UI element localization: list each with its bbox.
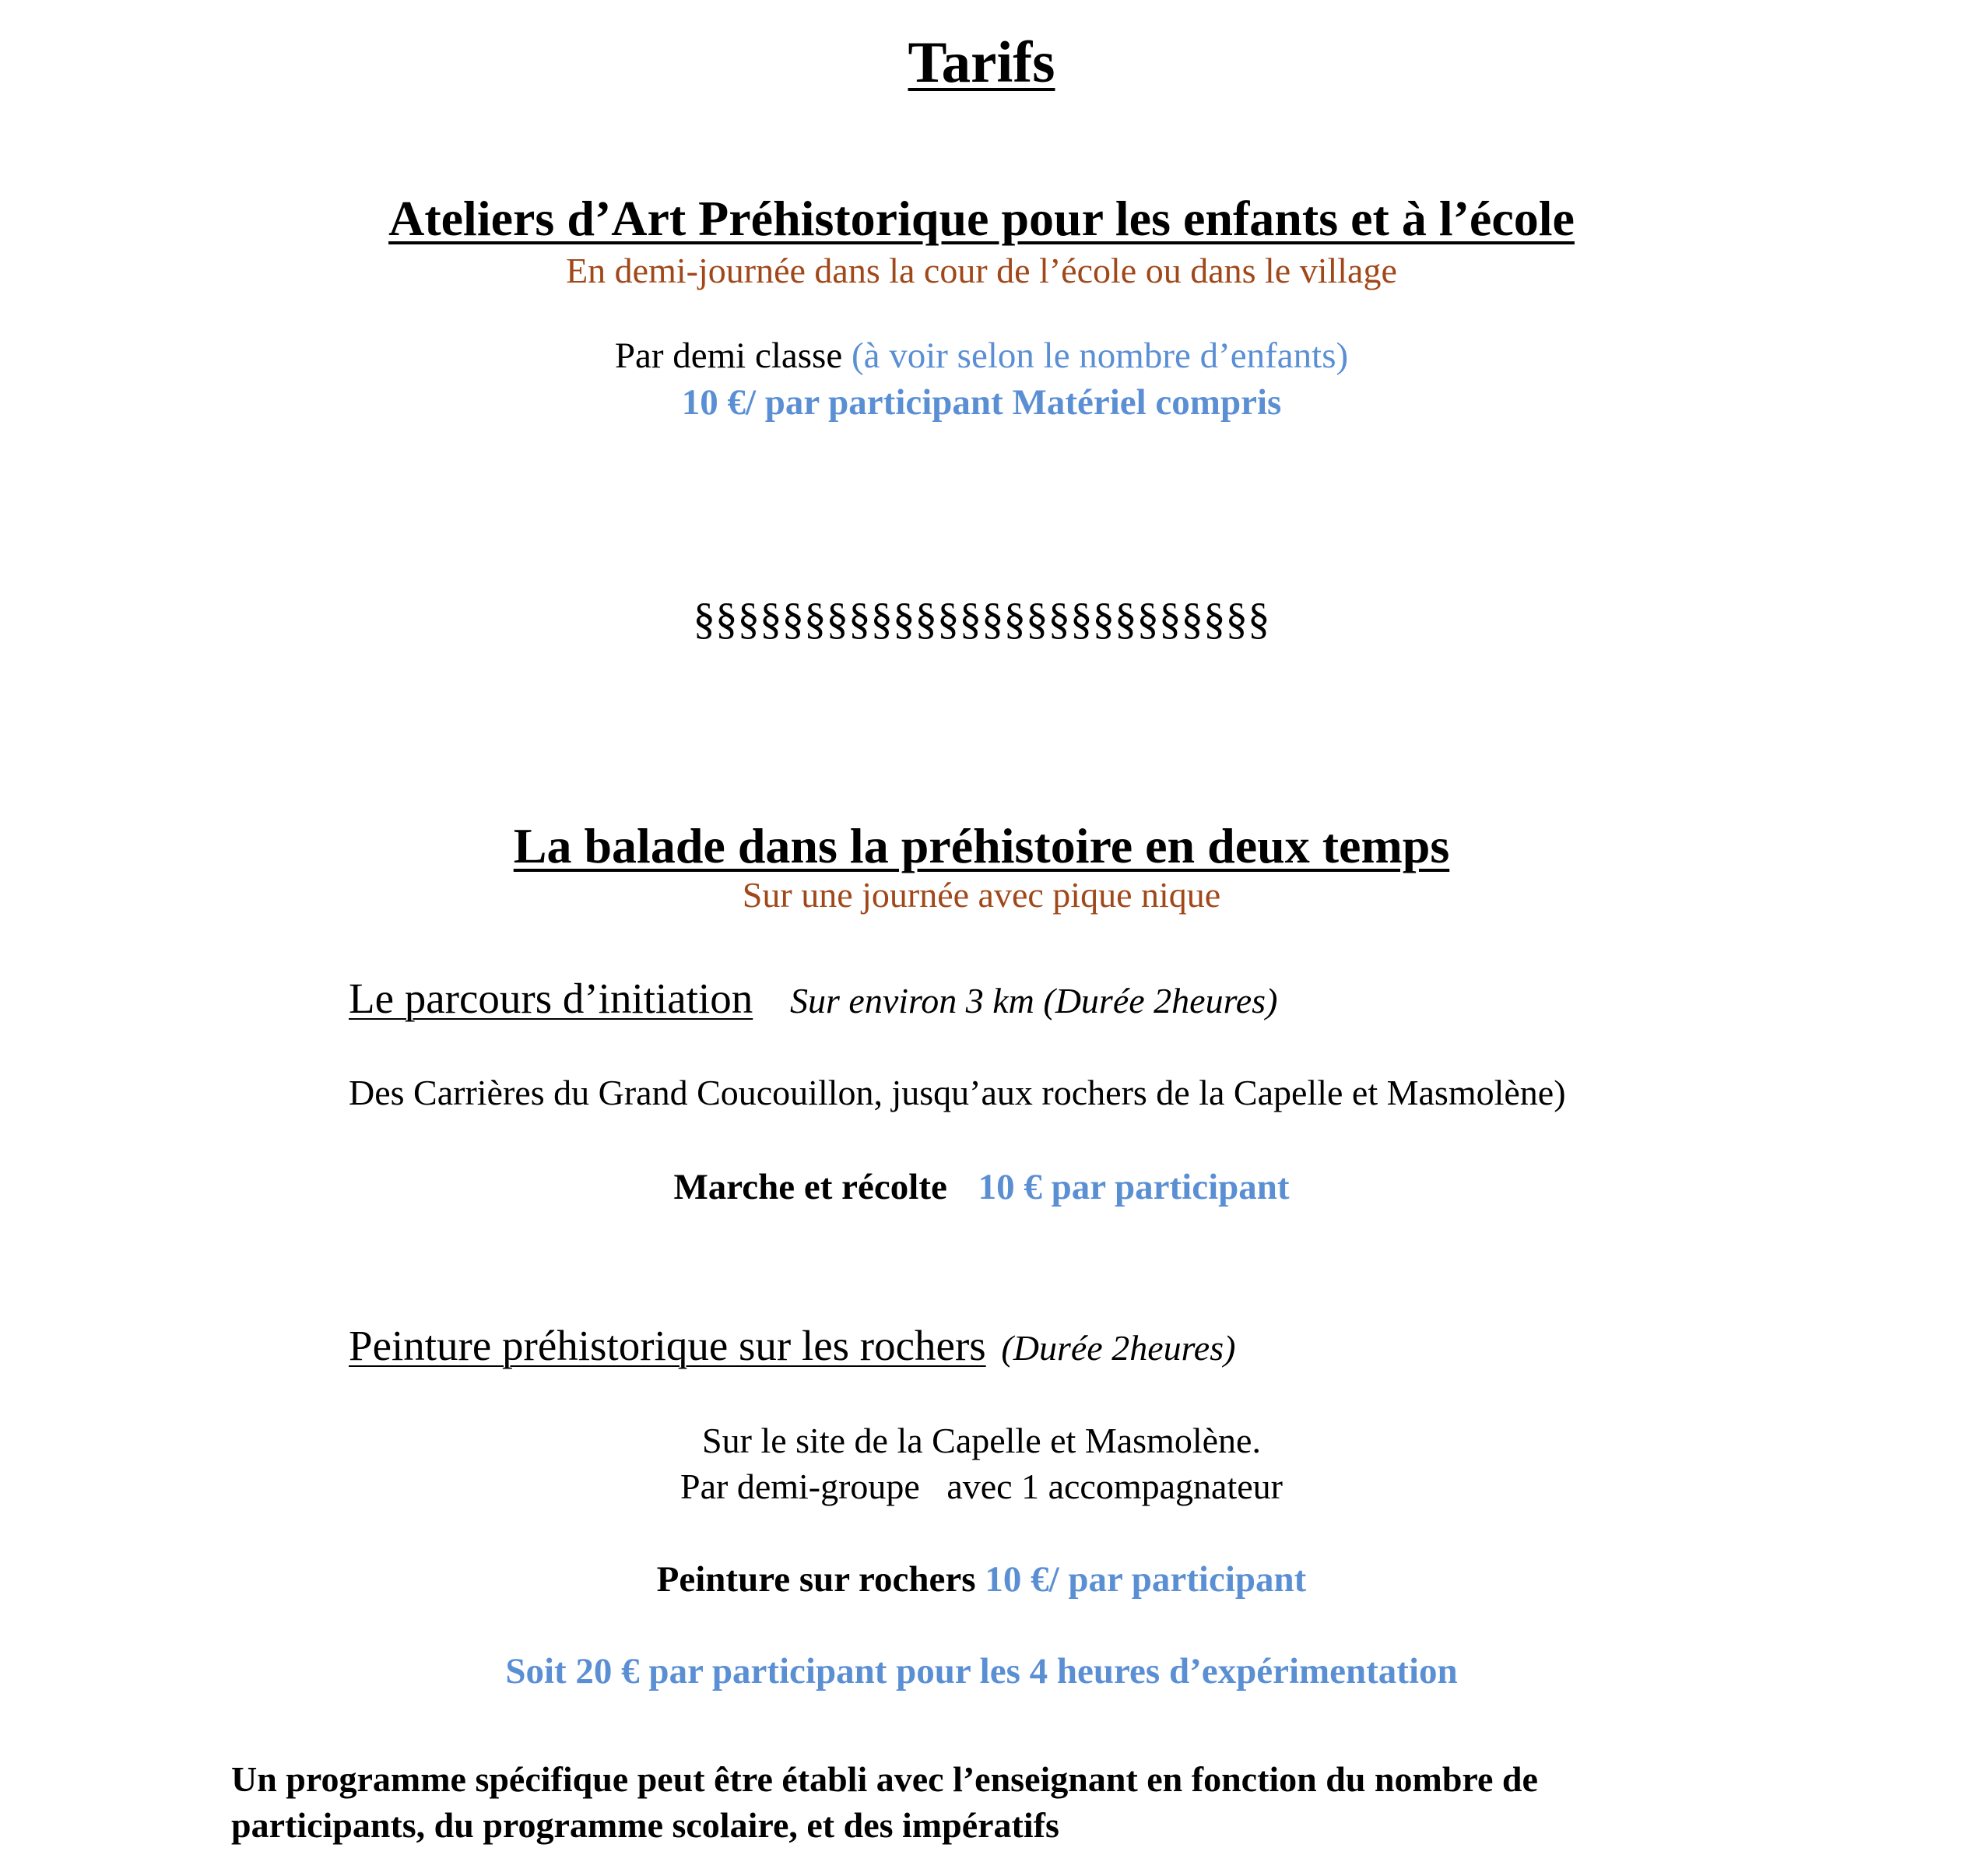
parcours-title-line: [349, 974, 1277, 1023]
parcours-price-label: Marche et récolte: [673, 1167, 947, 1207]
parcours-price-line: [0, 1166, 1963, 1208]
parcours-details: Sur environ 3 km (Durée 2heures): [790, 981, 1278, 1021]
programme-line-1: Un programme spécifique peut être établi avec l’enseignant en fonction du nombre de: [231, 1759, 1538, 1799]
balade-heading: [0, 817, 1963, 875]
ateliers-subheading: En demi-journée dans la cour de l’école ou dans le village: [566, 251, 1397, 290]
peinture-price-label: Peinture sur rochers: [656, 1559, 985, 1600]
ateliers-group-line: [0, 335, 1963, 377]
balade-heading-text: La balade dans la préhistoire en deux temps: [513, 818, 1450, 873]
peinture-details: (Durée 2heures): [1001, 1328, 1236, 1368]
programme-line-2: participants, du programme scolaire, et des impératifs: [231, 1805, 1059, 1845]
ateliers-price: 10 €/ par participant Matériel compris: [681, 382, 1282, 423]
balade-subheading: Sur une journée avec pique nique: [742, 875, 1221, 915]
ateliers-group-label: Par demi classe: [614, 336, 852, 376]
page-title-text: Tarifs: [908, 30, 1055, 95]
peinture-title: Peinture préhistorique sur les rochers: [349, 1322, 986, 1369]
peinture-title-line: [349, 1321, 1235, 1370]
peinture-group: Par demi-groupe avec 1 accompagnateur: [680, 1467, 1283, 1506]
section-separator: §§§§§§§§§§§§§§§§§§§§§§§§§§: [693, 595, 1270, 644]
peinture-site: Sur le site de la Capelle et Masmolène.: [702, 1421, 1261, 1460]
total-price: Soit 20 € par participant pour les 4 heures d’expérimentation: [505, 1651, 1458, 1692]
parcours-description: Des Carrières du Grand Coucouillon, jusqu’aux rochers de la Capelle et Masmolène): [349, 1073, 1566, 1112]
peinture-price: 10 €/ par participant: [985, 1559, 1307, 1600]
peinture-price-line: [0, 1558, 1963, 1600]
parcours-price: 10 € par participant: [978, 1167, 1290, 1207]
page-title: [0, 30, 1963, 97]
parcours-title: Le parcours d’initiation: [349, 975, 753, 1022]
ateliers-heading: [0, 190, 1963, 248]
ateliers-group-note: (à voir selon le nombre d’enfants): [851, 336, 1349, 376]
ateliers-heading-text: Ateliers d’Art Préhistorique pour les enfants et à l’école: [388, 191, 1575, 246]
